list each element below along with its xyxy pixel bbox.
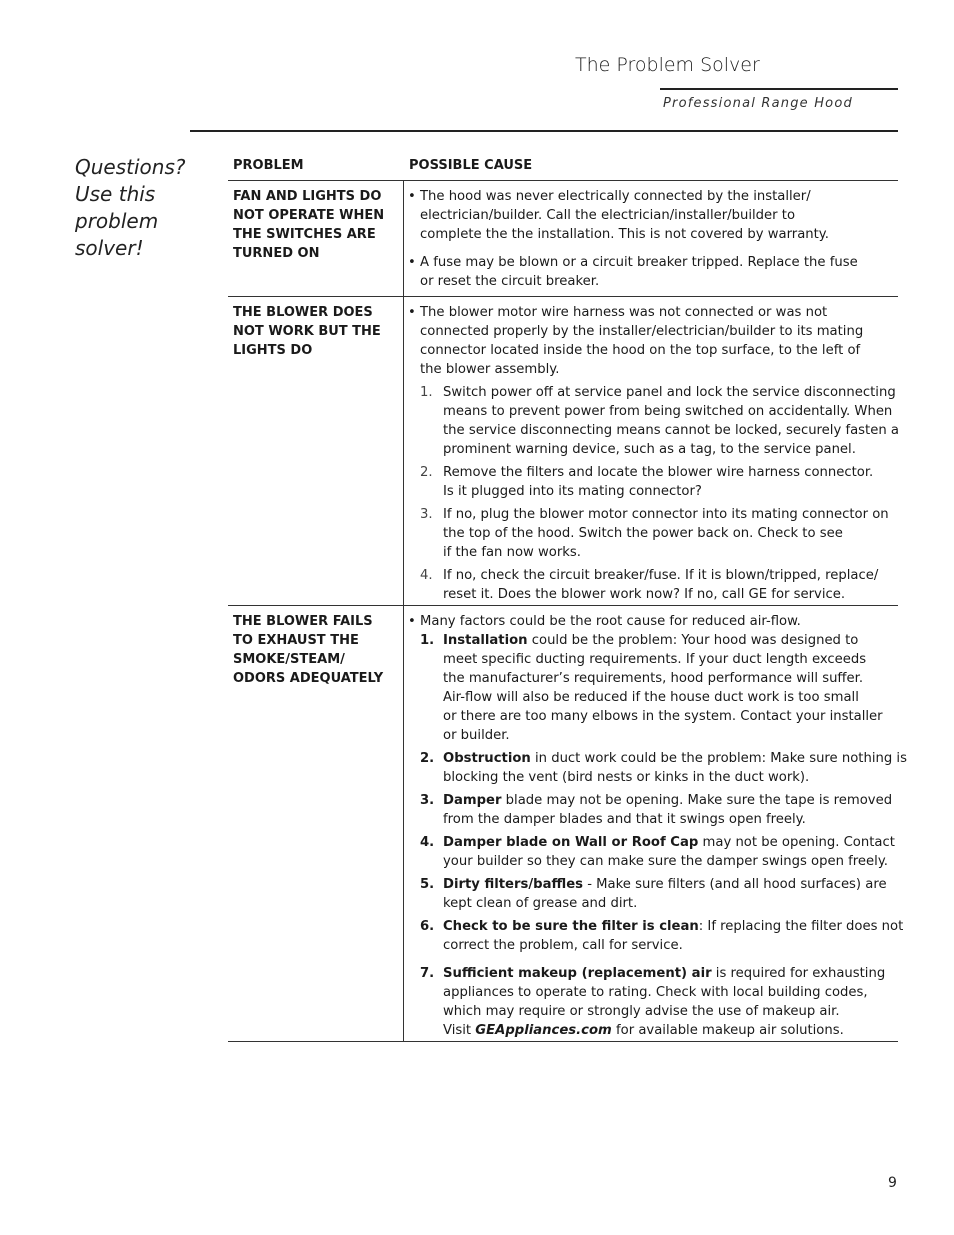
- text-line: appliances to operate to rating. Check with local building codes,: [443, 985, 868, 1000]
- problem-line: FAN AND LIGHTS DO: [233, 189, 382, 204]
- text-fragment: : If replacing the filter does not: [698, 919, 904, 934]
- problem-line: THE BLOWER FAILS: [233, 614, 373, 629]
- problem-line: TURNED ON: [233, 246, 320, 261]
- bullet-item: [408, 612, 898, 631]
- text-fragment: could be the problem: Your hood was designed to: [527, 633, 859, 648]
- problem-column-header: PROBLEM: [233, 158, 304, 173]
- numbered-item: [420, 875, 898, 913]
- sidebar-line: Use this: [75, 182, 156, 206]
- text-fragment: for available makeup air solutions.: [611, 1023, 844, 1038]
- text-line: blocking the vent (bird nests or kinks in the duct work).: [443, 770, 810, 785]
- text-fragment: is required for exhausting: [711, 966, 886, 981]
- text-line: • The blower motor wire harness was not connected or was not: [408, 303, 898, 322]
- section-title: The Problem Solver: [575, 54, 760, 76]
- text-line: kept clean of grease and dirt.: [443, 896, 638, 911]
- item-heading: Sufficient makeup (replacement) air: [443, 966, 712, 981]
- step-number: 2.: [420, 465, 433, 480]
- text-line: complete the the installation. This is not covered by warranty.: [420, 227, 829, 242]
- problem-cell: [228, 606, 404, 1041]
- problem-line: NOT OPERATE WHEN: [233, 208, 385, 223]
- numbered-step: [420, 505, 898, 562]
- item-number: 1.: [420, 633, 435, 648]
- problem-line: THE SWITCHES ARE: [233, 227, 376, 242]
- text-line: If no, plug the blower motor connector into its mating connector on: [443, 507, 889, 522]
- text-fragment: - Make sure filters (and all hood surfaces) are: [583, 877, 887, 892]
- cause-column-header: POSSIBLE CAUSE: [409, 158, 533, 173]
- problem-line: NOT WORK BUT THE: [233, 324, 381, 339]
- text-line: • A fuse may be blown or a circuit breaker tripped. Replace the fuse: [408, 253, 898, 272]
- text-line: If no, check the circuit breaker/fuse. If it is blown/tripped, replace/: [443, 568, 879, 583]
- text-line: Air-flow will also be reduced if the house duct work is too small: [443, 690, 859, 705]
- text-line: correct the problem, call for service.: [443, 938, 683, 953]
- text-fragment: blade may not be opening. Make sure the tape is removed: [501, 793, 893, 808]
- item-heading: Dirty filters/baffles: [443, 877, 584, 892]
- table-row: [228, 297, 898, 606]
- text-line: the top of the hood. Switch the power back on. Check to see: [443, 526, 843, 541]
- numbered-step: [420, 566, 898, 604]
- numbered-item: [420, 631, 898, 745]
- cause-cell: [404, 297, 898, 605]
- sidebar-line: Questions?: [75, 155, 186, 179]
- numbered-step: [420, 383, 898, 459]
- item-number: 4.: [420, 835, 435, 850]
- page-divider: [190, 130, 898, 132]
- cause-cell: [404, 606, 907, 1041]
- text-line: from the damper blades and that it swings open freely.: [443, 812, 806, 827]
- sidebar-callout: [75, 154, 200, 262]
- cause-cell: [404, 181, 898, 296]
- numbered-item: [420, 917, 904, 955]
- table-row: [228, 181, 898, 297]
- website-link[interactable]: GEAppliances.com: [475, 1023, 612, 1038]
- numbered-item: [420, 964, 898, 1040]
- item-heading: Damper: [443, 793, 502, 808]
- text-line: means to prevent power from being switched on accidentally. When: [443, 404, 893, 419]
- problem-line: ODORS ADEQUATELY: [233, 671, 384, 686]
- step-number: 4.: [420, 568, 433, 583]
- numbered-item: [420, 833, 898, 871]
- text-line: or there are too many elbows in the system. Contact your installer: [443, 709, 883, 724]
- item-number: 6.: [420, 919, 435, 934]
- text-line: your builder so they can make sure the damper swings open freely.: [443, 854, 888, 869]
- item-heading: Check to be sure the filter is clean: [443, 919, 699, 934]
- text-fragment: may not be opening. Contact: [698, 835, 895, 850]
- text-line: Remove the filters and locate the blower wire harness connector.: [443, 465, 874, 480]
- sidebar-line: problem: [75, 209, 159, 233]
- text-line: • Many factors could be the root cause for reduced air-flow.: [408, 612, 898, 631]
- problem-line: LIGHTS DO: [233, 343, 313, 358]
- problem-line: TO EXHAUST THE: [233, 633, 359, 648]
- text-line: meet specific ducting requirements. If your duct length exceeds: [443, 652, 867, 667]
- text-line: Switch power off at service panel and lock the service disconnecting: [443, 385, 896, 400]
- problem-line: THE BLOWER DOES: [233, 305, 373, 320]
- text-line: or builder.: [443, 728, 510, 743]
- text-line: • The hood was never electrically connected by the installer/: [408, 187, 898, 206]
- text-line: if the fan now works.: [443, 545, 581, 560]
- item-number: 3.: [420, 793, 435, 808]
- step-number: 3.: [420, 507, 433, 522]
- text-line: which may require or strongly advise the use of makeup air.: [443, 1004, 840, 1019]
- bullet-item: [408, 187, 898, 244]
- item-number: 2.: [420, 751, 435, 766]
- text-line: the blower assembly.: [420, 362, 560, 377]
- item-number: 5.: [420, 877, 435, 892]
- item-heading: Damper blade on Wall or Roof Cap: [443, 835, 699, 850]
- text-line: electrician/builder. Call the electrician/installer/builder to: [420, 208, 796, 223]
- text-line: connector located inside the hood on the top surface, to the left of: [420, 343, 861, 358]
- text-line: the service disconnecting means cannot be locked, securely fasten a: [443, 423, 899, 438]
- header-divider: [660, 88, 898, 90]
- problem-line: SMOKE/STEAM/: [233, 652, 345, 667]
- page-number: 9: [888, 1175, 897, 1191]
- item-number: 7.: [420, 966, 435, 981]
- text-fragment: in duct work could be the problem: Make sure nothing is: [530, 751, 907, 766]
- bullet-item: [408, 253, 898, 291]
- numbered-step: [420, 463, 898, 501]
- text-line: prominent warning device, such as a tag, to the service panel.: [443, 442, 856, 457]
- text-fragment: Visit: [443, 1023, 476, 1038]
- table-header-row: [228, 150, 898, 181]
- text-line: reset it. Does the blower work now? If no, call GE for service.: [443, 587, 846, 602]
- numbered-item: [420, 791, 898, 829]
- item-heading: Installation: [443, 633, 528, 648]
- text-line: connected properly by the installer/electrician/builder to its mating: [420, 324, 864, 339]
- bullet-item: [408, 303, 898, 379]
- problem-cell: [228, 181, 404, 296]
- product-subtitle: Professional Range Hood: [663, 96, 853, 111]
- sidebar-line: solver!: [75, 236, 144, 260]
- numbered-item: [420, 749, 907, 787]
- item-heading: Obstruction: [443, 751, 531, 766]
- text-line: Is it plugged into its mating connector?: [443, 484, 702, 499]
- text-line: the manufacturer’s requirements, hood performance will suffer.: [443, 671, 864, 686]
- problem-cell: [228, 297, 404, 605]
- table-row: [228, 606, 907, 1042]
- text-line: or reset the circuit breaker.: [420, 274, 600, 289]
- problem-solver-table: [228, 150, 907, 1042]
- step-number: 1.: [420, 385, 433, 400]
